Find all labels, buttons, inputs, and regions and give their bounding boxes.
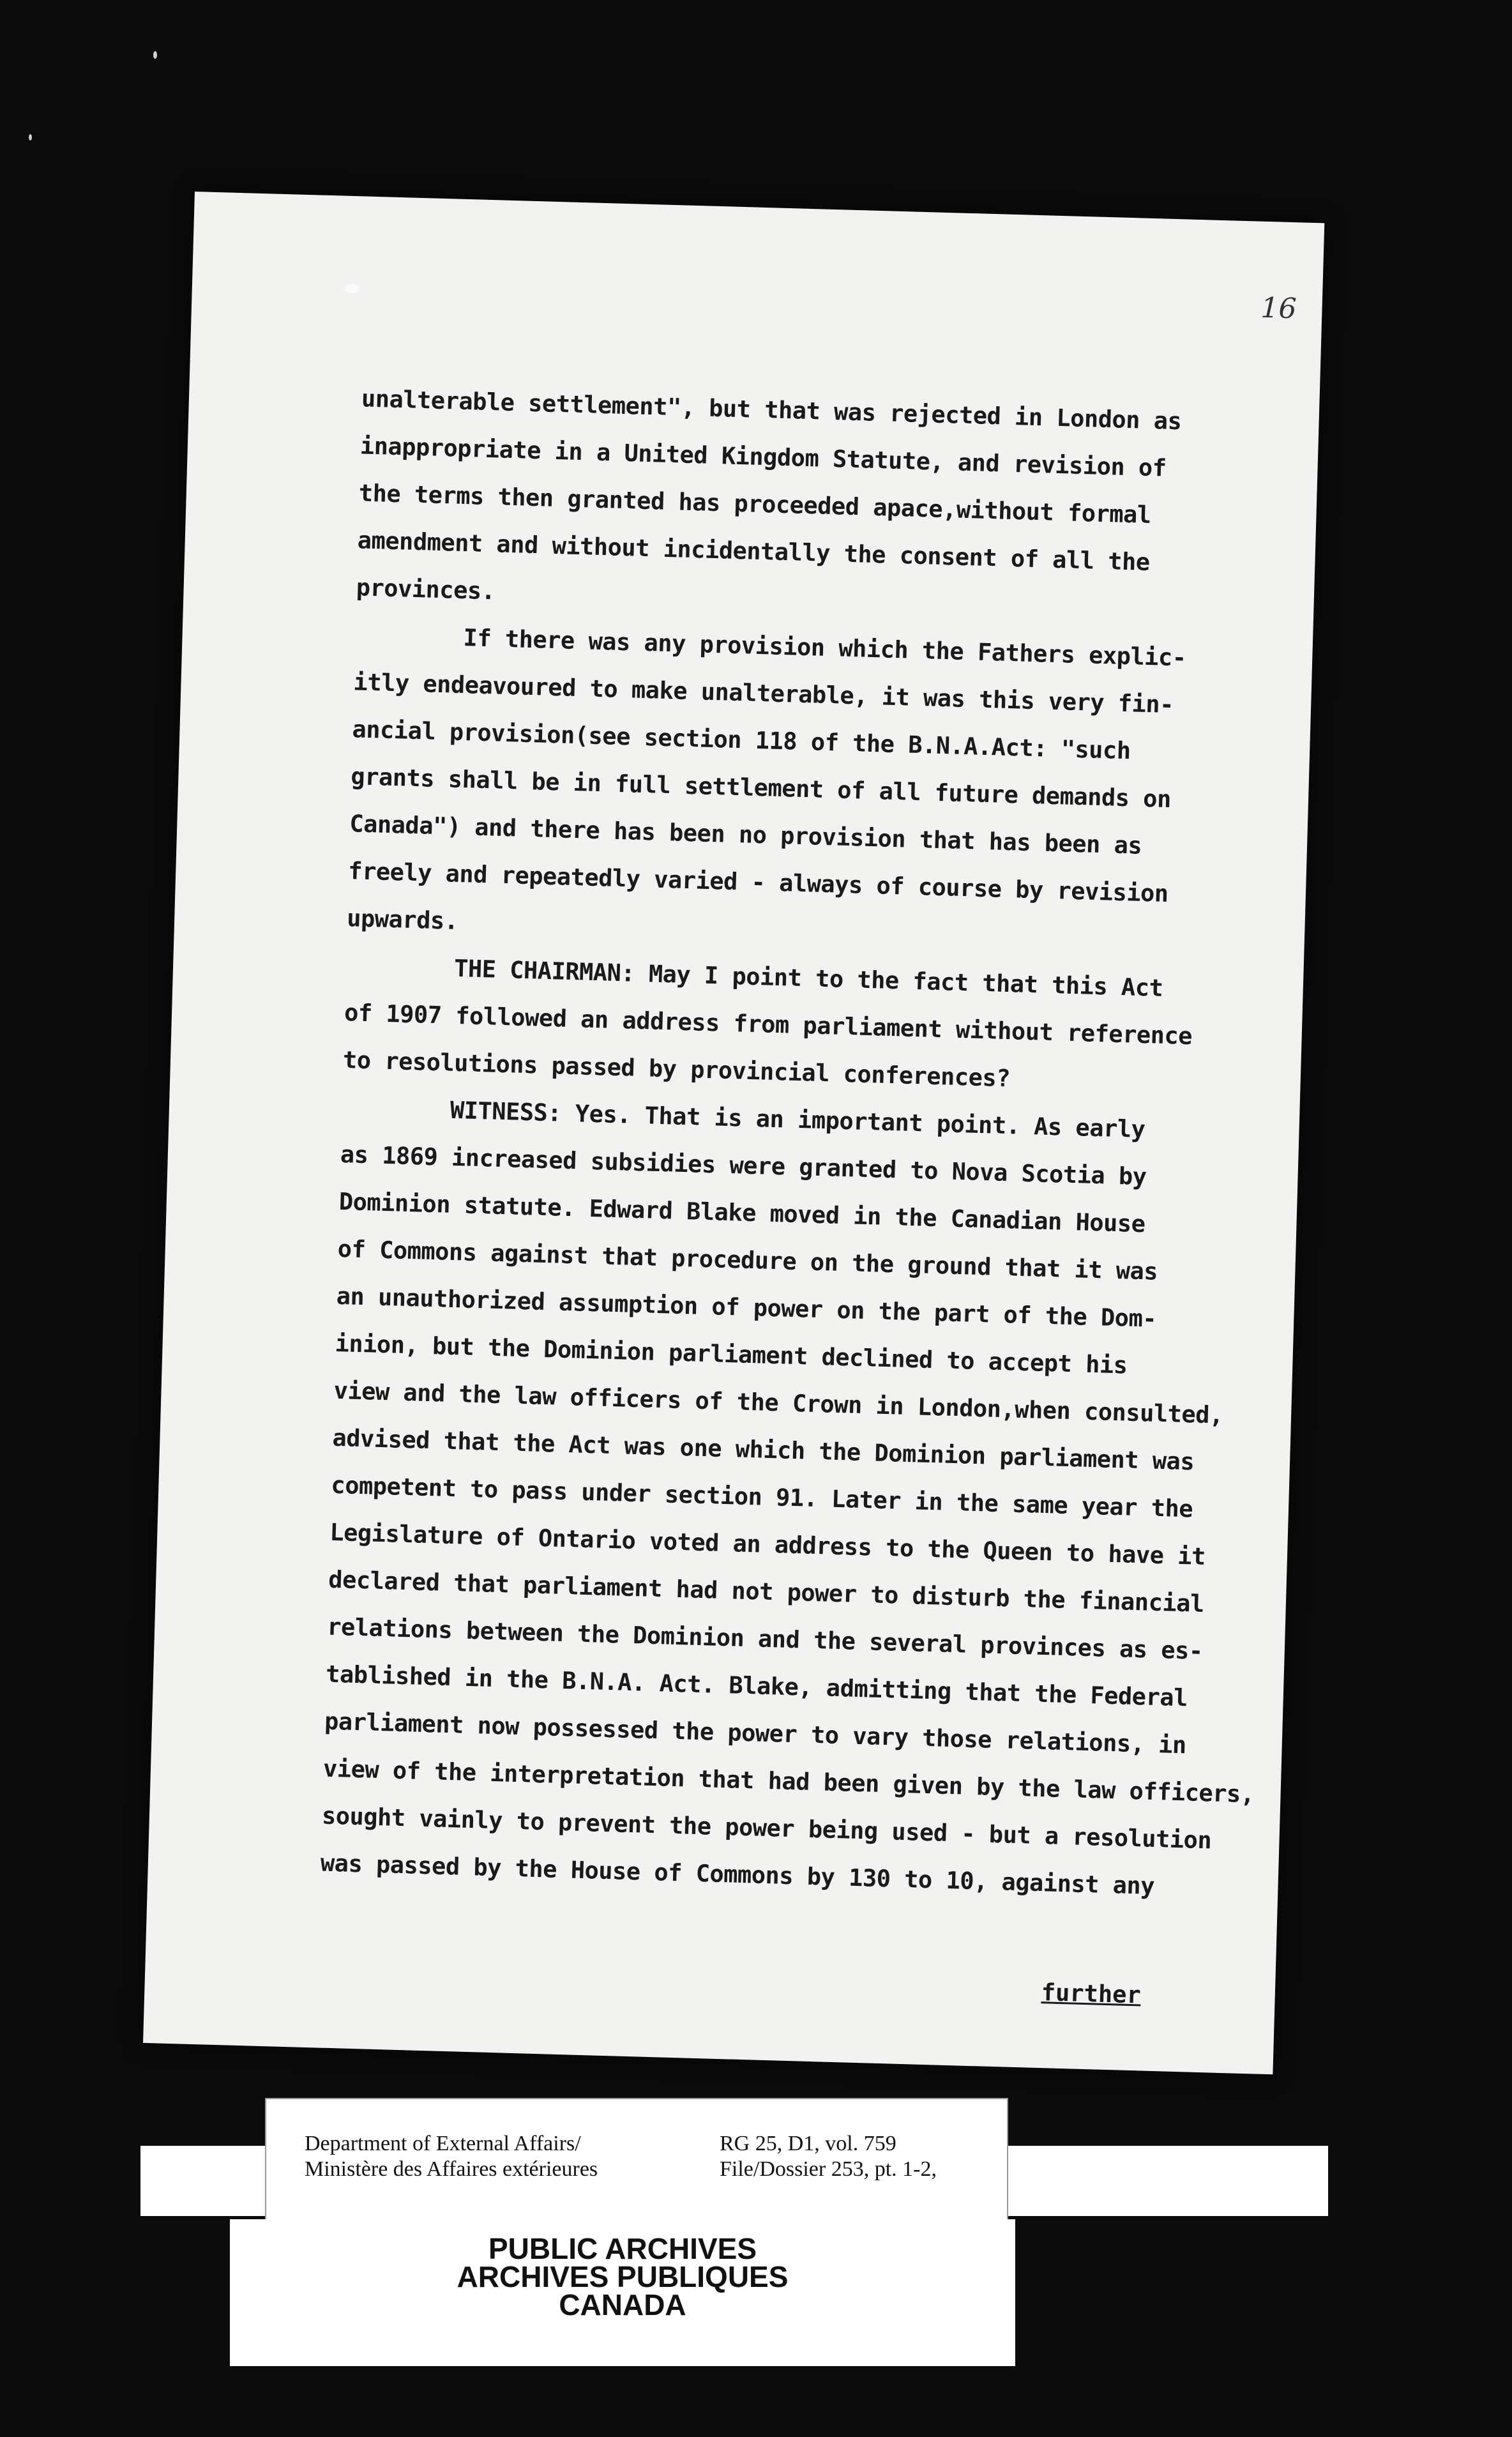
reference-label — [265, 2098, 1008, 2222]
text-line: upwards. — [346, 904, 459, 935]
text-line: itly endeavoured to make unalterable, it was this very fin- — [353, 668, 1174, 719]
archives-line-fr: ARCHIVES PUBLIQUES — [457, 2260, 789, 2293]
typed-text — [320, 375, 1255, 1910]
text-line: of 1907 followed an address from parliament without reference — [344, 999, 1193, 1051]
department-en: Department of External Affairs/ — [305, 2132, 581, 2155]
text-line: advised that the Act was one which the Dominion parliament was — [332, 1423, 1195, 1476]
text-line: the terms then granted has proceeded apace,without formal — [358, 479, 1152, 529]
text-line: Dominion statute. Edward Blake moved in the Canadian House — [338, 1187, 1146, 1238]
film-speck — [29, 134, 32, 140]
text-line: inappropriate in a United Kingdom Statute, and revision of — [359, 432, 1167, 482]
film-speck — [345, 284, 359, 293]
text-line: competent to pass under section 91. Later in the same year the — [330, 1471, 1193, 1523]
record-group: RG 25, D1, vol. 759 — [720, 2132, 896, 2155]
text-line: view of the interpretation that had been given by the law officers, — [322, 1754, 1255, 1809]
document-page — [143, 192, 1324, 2074]
text-line: to resolutions passed by provincial conferences? — [342, 1046, 1011, 1093]
file-reference — [720, 2131, 937, 2182]
text-line: tablished in the B.N.A. Act. Blake, admitting that the Federal — [325, 1660, 1188, 1712]
film-speck — [153, 51, 157, 59]
department-fr: Ministère des Affaires extérieures — [305, 2157, 598, 2181]
text-line: parliament now possessed the power to vary those relations, in — [324, 1707, 1187, 1759]
text-line: grants shall be in full settlement of all future demands on — [350, 763, 1172, 814]
text-line: relations between the Dominion and the several provinces as es- — [326, 1613, 1204, 1665]
text-line: THE CHAIRMAN: May I point to the fact that this Act — [453, 954, 1163, 1002]
text-line: of Commons against that procedure on the ground that it was — [337, 1234, 1158, 1286]
text-line: sought vainly to prevent the power being used - but a resolution — [321, 1802, 1212, 1855]
text-line: WITNESS: Yes. That is an important point. As early — [450, 1096, 1145, 1144]
text-line: was passed by the House of Commons by 130 to 10, against any — [320, 1849, 1155, 1900]
archives-title — [230, 2232, 1015, 2321]
text-line: as 1869 increased subsidies were granted to Nova Scotia by — [340, 1140, 1147, 1191]
text-line: freely and repeatedly varied - always of course by revision — [347, 857, 1169, 907]
text-line: Legislature of Ontario voted an address to the Queen to have it — [329, 1518, 1206, 1571]
text-line: inion, but the Dominion parliament declined to accept his — [335, 1329, 1128, 1379]
text-line: declared that parliament had not power to disturb the financial — [328, 1565, 1205, 1618]
archives-line-en: PUBLIC ARCHIVES — [488, 2232, 757, 2265]
archives-line-country: CANADA — [559, 2288, 686, 2321]
archives-stamp — [230, 2219, 1015, 2366]
file-dossier: File/Dossier 253, pt. 1-2, — [720, 2157, 937, 2181]
page-number: 16 — [1260, 291, 1297, 326]
text-line: provinces. — [356, 573, 496, 605]
department-name — [305, 2131, 598, 2182]
text-line: ancial provision(see section 118 of the B.N.A.Act: "such — [351, 715, 1131, 765]
text-line: unalterable settlement", but that was rejected in London as — [361, 384, 1182, 436]
text-line: If there was any provision which the Fathers explic- — [463, 624, 1187, 672]
text-line: an unauthorized assumption of power on the part of the Dom- — [336, 1282, 1157, 1333]
text-line: Canada") and there has been no provision that has been as — [349, 810, 1142, 860]
text-line: view and the law officers of the Crown in London,when consulted, — [333, 1376, 1224, 1429]
text-line: amendment and without incidentally the consent of all the — [357, 526, 1151, 576]
catchword: further — [1041, 1978, 1142, 2009]
